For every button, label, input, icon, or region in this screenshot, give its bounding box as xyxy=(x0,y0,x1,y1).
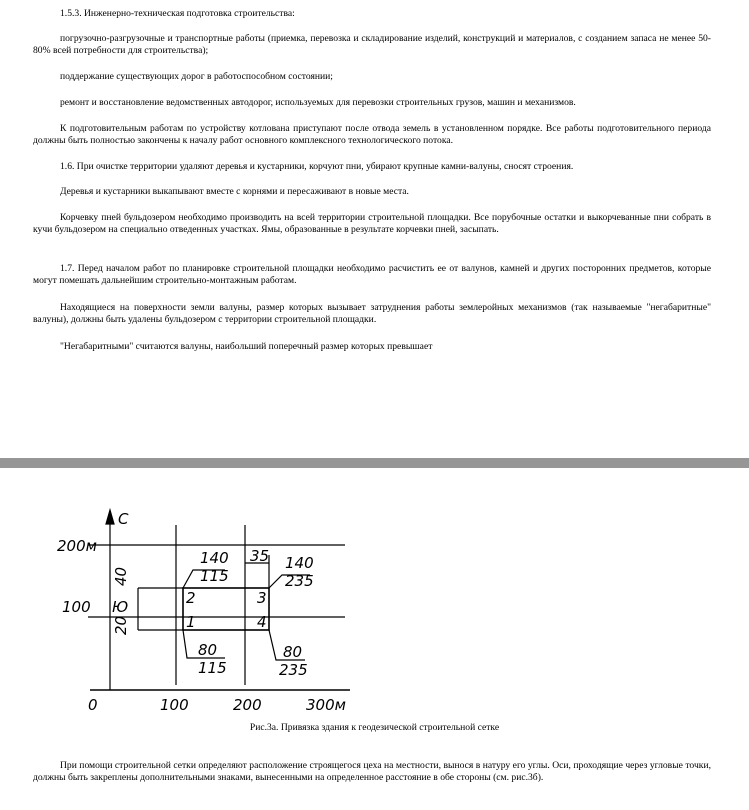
paragraph-stumps: Корчевку пней бульдозером необходимо производить на всей территории строительной площадки. Все порубочные остатки и выкорчеванные пни собрать в кучи бульдозером на специально отведенных участках. Ямы, образованные в результате корчевки пней, засыпать. xyxy=(33,212,711,235)
corner-1: 1 xyxy=(186,613,196,631)
coord-top-right-y: 140 xyxy=(285,554,314,572)
north-arrow-icon xyxy=(106,510,114,524)
x-label-300: 300м xyxy=(306,696,346,714)
paragraph-boulders: Находящиеся на поверхности земли валуны, размер которых вызывает затруднения работы землеройных механизмов (так называемые "негабаритные" валуны), должны быть удалены бульдозером с территории строительной площадки. xyxy=(33,302,711,325)
dimension-20: 20 xyxy=(112,615,130,635)
y-label-200: 200м xyxy=(57,537,97,555)
figure-caption: Рис.3а. Привязка здания к геодезической строительной сетке xyxy=(249,722,500,733)
x-label-0: 0 xyxy=(88,696,98,714)
coord-bottom-right-x: 235 xyxy=(279,661,308,679)
page-separator xyxy=(0,458,749,468)
coord-top-left-x: 115 xyxy=(200,567,229,585)
paragraph-1-7: 1.7. Перед началом работ по планировке строительной площадки необходимо расчистить ее от валунов, камней и других посторонних предметов, которые могут помешать дальнейшим строительно-монтажным работам. xyxy=(33,263,711,286)
paragraph-1-6: 1.6. При очистке территории удаляют деревья и кустарники, корчуют пни, убирают крупные камни-валуны, сносят строения. xyxy=(60,161,574,172)
x-label-200: 200 xyxy=(233,696,262,714)
paragraph-road-maintenance: поддержание существующих дорог в работоспособном состоянии; xyxy=(60,71,333,82)
coord-bottom-right-y: 80 xyxy=(283,643,303,661)
south-label: Ю xyxy=(112,598,129,616)
paragraph-grid-usage: При помощи строительной сетки определяют расположение строящегося цеха на местности, вынося в натуру его углы. Оси, проходящие через угловые точки, должны быть закреплены дополнительными знаками, вынесенными на определенное расстояние в обе стороны (см. рис.3б). xyxy=(33,760,711,783)
corner-4: 4 xyxy=(257,613,267,631)
north-label: С xyxy=(118,510,129,528)
y-label-100: 100 xyxy=(62,598,91,616)
coord-bottom-left-y: 80 xyxy=(198,641,218,659)
dimension-35: 35 xyxy=(250,547,270,565)
dimension-40: 40 xyxy=(112,566,130,586)
corner-3: 3 xyxy=(257,589,267,607)
paragraph-trees: Деревья и кустарники выкапывают вместе с корнями и пересаживают в новые места. xyxy=(60,186,409,197)
paragraph-pit-preparation: К подготовительным работам по устройству котлована приступают после отвода земель в установленном порядке. Все работы подготовительного периода должны быть полностью закончены к началу работ основного комплексного технологического потока. xyxy=(33,123,711,146)
corner-2: 2 xyxy=(186,589,196,607)
paragraph-1-5-3: 1.5.3. Инженерно-техническая подготовка строительства: xyxy=(60,8,295,19)
coord-top-left-y: 140 xyxy=(200,549,229,567)
construction-grid-figure xyxy=(0,500,749,715)
coord-bottom-left-x: 115 xyxy=(198,659,227,677)
paragraph-oversized: "Негабаритными" считаются валуны, наибольший поперечный размер которых превышает xyxy=(60,341,433,352)
x-label-100: 100 xyxy=(160,696,189,714)
coord-top-right-x: 235 xyxy=(285,572,314,590)
paragraph-road-repair: ремонт и восстановление ведомственных автодорог, используемых для перевозки строительных грузов, машин и механизмов. xyxy=(60,97,576,108)
paragraph-loading-works: погрузочно-разгрузочные и транспортные работы (приемка, перевозка и складирование изделий, конструкций и материалов, с созданием запаса не менее 50-80% всей потребности для строительства); xyxy=(33,33,711,56)
